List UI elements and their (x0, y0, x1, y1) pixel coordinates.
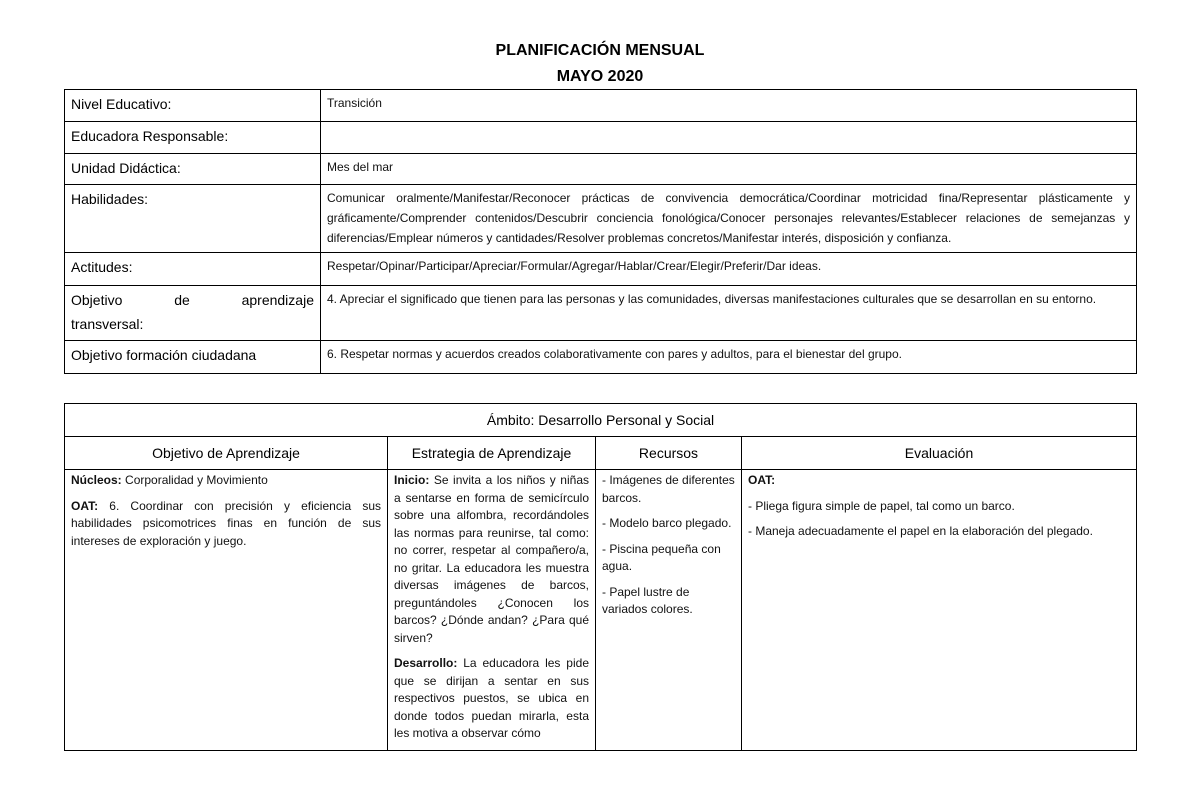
header-estrategia: Estrategia de Aprendizaje (388, 437, 596, 470)
header-objetivo: Objetivo de Aprendizaje (65, 437, 388, 470)
table-row (65, 122, 1137, 154)
ambito-table (64, 403, 1137, 751)
educadora-label: Educadora Responsable: (65, 122, 321, 154)
inicio-value: Se invita a los niños y niñas a sentarse en forma de semicírculo sobre una alfombra, recordándoles las normas para reunirse, tal como: no correr, respetar al compañero/a, no gritar. La educadora les muestra diversas imágenes de barcos, preguntándoles ¿Conocen los barcos? ¿Dónde andan? ¿Para qué sirven? (394, 473, 589, 645)
actitudes-label: Actitudes: (65, 253, 321, 286)
evaluacion-item: - Maneja adecuadamente el papel en la elaboración del plegado. (748, 524, 1093, 538)
table-row (65, 90, 1137, 122)
habilidades-value: Comunicar oralmente/Manifestar/Reconocer prácticas de convivencia democrática/Coordinar motricidad fina/Representar plásticamente y gráficamente/Comprender contenidos/Descubrir conciencia fonológica/Conocer personajes relevantes/Establecer relaciones de semejanzas y diferencias/Emplear números y cantidades/Resolver problemas concretos/Manifestar interés, disposición y confianza. (321, 185, 1137, 253)
evaluacion-item: - Pliega figura simple de papel, tal como un barco. (748, 498, 1015, 513)
obj-transversal-value: 4. Apreciar el significado que tienen para las personas y las comunidades, diversas manifestaciones culturales que se desarrollan en su entorno. (321, 286, 1137, 341)
recursos-cell (596, 470, 742, 751)
desarrollo-value: La educadora les pide que se dirijan a sentar en sus respectivos puestos, se ubica en donde todos puedan mirarla, esta les motiva a observar cómo (394, 656, 589, 740)
table-row (65, 253, 1137, 286)
nivel-label: Nivel Educativo: (65, 90, 321, 122)
table-row (65, 404, 1137, 437)
estrategia-cell (388, 470, 596, 751)
educadora-value (321, 122, 1137, 154)
actitudes-value: Respetar/Opinar/Participar/Apreciar/Formular/Agregar/Hablar/Crear/Elegir/Preferir/Dar ideas. (321, 253, 1137, 286)
evaluacion-cell (742, 470, 1137, 751)
obj-ciudadana-value: 6. Respetar normas y acuerdos creados colaborativamente con pares y adultos, para el bienestar del grupo. (321, 341, 1137, 374)
table-row (65, 341, 1137, 374)
recurso-item: - Papel lustre de variados colores. (602, 584, 693, 616)
desarrollo-label: Desarrollo: (394, 656, 458, 670)
inicio-label: Inicio: (394, 473, 430, 487)
habilidades-label: Habilidades: (65, 185, 321, 253)
nucleos-label: Núcleos: (71, 473, 122, 487)
info-table (64, 89, 1137, 374)
recurso-item: - Imágenes de diferentes barcos. (602, 473, 735, 505)
unidad-label: Unidad Didáctica: (65, 154, 321, 185)
oat-value: 6. Coordinar con precisión y eficiencia sus habilidades psicomotrices finas en función de sus intereses de exploración y juego. (71, 498, 381, 548)
obj-transversal-word-1: Objetivo (71, 292, 123, 308)
objetivo-cell (65, 470, 388, 751)
obj-transversal-line-2: transversal: (71, 316, 144, 332)
document-title: PLANIFICACIÓN MENSUAL (495, 42, 705, 59)
document-header (0, 38, 1200, 90)
header-recursos: Recursos (596, 437, 742, 470)
obj-transversal-word-2: de (174, 292, 190, 308)
nivel-value: Transición (321, 90, 1137, 122)
obj-transversal-word-3: aprendizaje (241, 292, 314, 308)
unidad-value: Mes del mar (321, 154, 1137, 185)
obj-transversal-label (65, 286, 321, 341)
ambito-title: Ámbito: Desarrollo Personal y Social (65, 404, 1137, 437)
table-row (65, 286, 1137, 341)
header-evaluacion: Evaluación (742, 437, 1137, 470)
document-subtitle: MAYO 2020 (556, 68, 644, 85)
table-header-row (65, 437, 1137, 470)
recurso-item: - Piscina pequeña con agua. (602, 541, 721, 573)
recurso-item: - Modelo barco plegado. (602, 516, 732, 530)
oat-label: OAT: (71, 498, 99, 513)
table-row (65, 185, 1137, 253)
evaluacion-oat-label: OAT: (748, 473, 776, 487)
table-row (65, 470, 1137, 751)
nucleos-value: Corporalidad y Movimiento (121, 473, 268, 487)
obj-ciudadana-label: Objetivo formación ciudadana (65, 341, 321, 374)
table-row (65, 154, 1137, 185)
